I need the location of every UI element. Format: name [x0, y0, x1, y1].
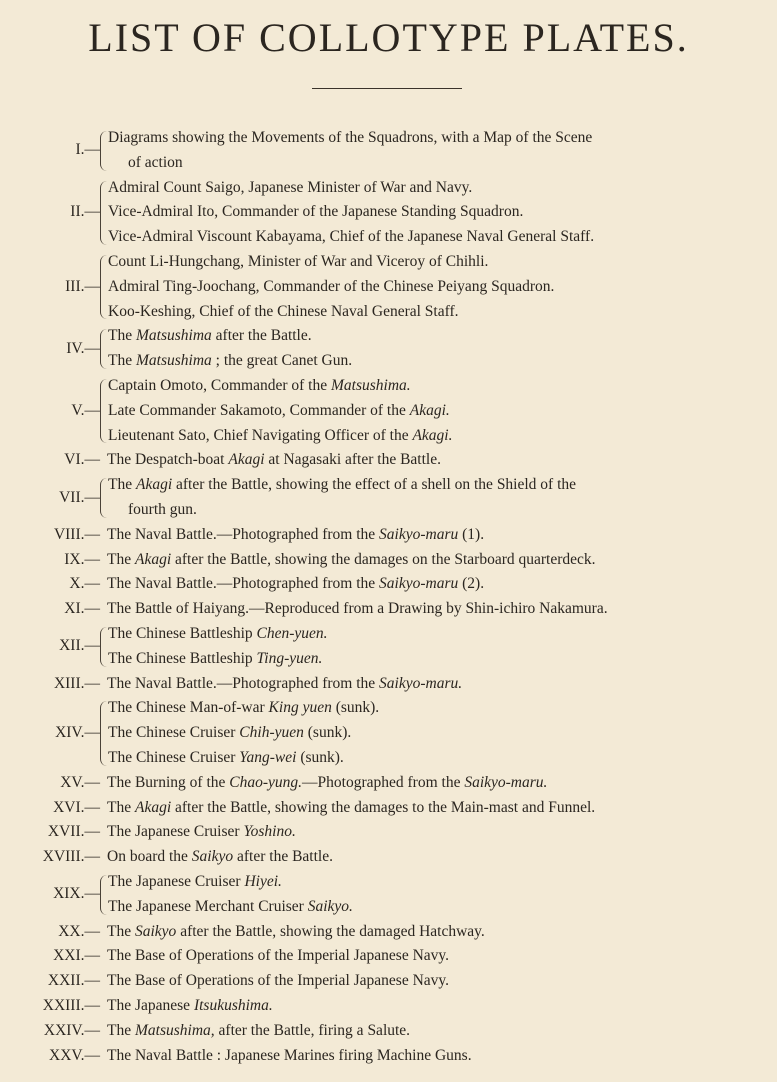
plate-number: VI.— [64, 451, 100, 469]
caption-text: after the Battle, showing the damages to the Main-mast and Funnel. [171, 798, 596, 816]
caption-text: after the Battle, showing the damaged Hatchway. [176, 922, 485, 940]
plate-entry [0, 820, 777, 845]
plate-entry [0, 448, 777, 473]
title-rule [312, 88, 462, 89]
caption-text: Diagrams showing the Movements of the Squadrons, with a Map of the Scene [108, 129, 593, 146]
plate-caption-line [107, 672, 462, 697]
plate-number: XV.— [60, 773, 100, 791]
ship-name-italic: Hiyei. [244, 873, 282, 890]
plate-entry [0, 548, 777, 573]
caption-text: The [107, 922, 135, 940]
plate-caption-line [107, 845, 333, 870]
caption-text: The Japanese Merchant Cruiser [108, 897, 308, 915]
caption-text: The Japanese Cruiser [107, 823, 244, 841]
plate-caption-line [108, 721, 351, 746]
plate-number: XII.— [59, 637, 100, 655]
ship-name-italic: Akagi. [409, 401, 450, 419]
plate-number: XXIII.— [42, 997, 100, 1014]
plate-caption-line [108, 870, 282, 895]
plate-caption-line [107, 597, 608, 622]
plate-caption-line [108, 200, 523, 225]
caption-text: ; the great Canet Gun. [211, 352, 353, 370]
brace-mark [100, 131, 108, 171]
caption-text: —Photographed from the [302, 773, 465, 791]
ship-name-italic: Saikyo-maru. [379, 674, 463, 692]
ship-name-italic: Yoshino. [243, 823, 296, 841]
plate-number: XIV.— [55, 724, 100, 742]
ship-name-italic: Chen-yuen. [256, 625, 328, 642]
plate-caption-line [107, 1019, 410, 1044]
caption-text: The Japanese [107, 997, 194, 1014]
plate-caption-line [107, 523, 484, 548]
caption-text: after the Battle. [233, 848, 333, 866]
caption-text: after the Battle, showing the damages on the Starboard quarterdeck. [171, 550, 596, 568]
plate-caption-line [107, 944, 449, 969]
plate-caption-line [108, 126, 592, 151]
caption-text: The [108, 476, 136, 494]
ship-name-italic: Yang-wei [239, 748, 297, 766]
plate-entry [0, 870, 777, 920]
plate-entry [0, 597, 777, 622]
plate-entry [0, 696, 777, 770]
ship-name-italic: Saikyo. [307, 897, 353, 915]
plate-caption-line [108, 324, 312, 349]
caption-text: The Chinese Cruiser [108, 724, 240, 742]
caption-text: The [108, 352, 136, 370]
caption-text: Lieutenant Sato, Chief Navigating Officer of the [108, 426, 413, 444]
plate-caption-line [108, 300, 459, 325]
plate-entry [0, 523, 777, 548]
ship-name-italic: Akagi [134, 798, 172, 816]
plate-caption-line [108, 424, 452, 449]
plate-caption-line [108, 399, 450, 424]
plate-number: VII.— [59, 488, 100, 506]
plate-caption-line [128, 498, 197, 523]
ship-name-italic: Akagi [134, 550, 172, 568]
plate-entry [0, 374, 777, 448]
caption-text: The Japanese Cruiser [108, 873, 245, 890]
caption-text: The Despatch-boat [107, 451, 229, 469]
plate-caption-line [108, 746, 344, 771]
caption-text: The [108, 327, 136, 345]
plate-entry [0, 771, 777, 796]
plate-caption-line [108, 473, 576, 498]
plate-entry [0, 250, 777, 324]
caption-text: after the Battle. [211, 327, 312, 345]
ship-name-italic: Matsushima [135, 327, 212, 345]
caption-text: The [107, 550, 135, 568]
plate-caption-line [107, 920, 485, 945]
brace-mark [100, 329, 108, 369]
brace-mark [100, 875, 108, 915]
plate-number: II.— [70, 203, 100, 221]
plate-caption-line [107, 771, 547, 796]
caption-text: The [107, 1021, 135, 1039]
caption-text: The Chinese Cruiser [108, 748, 240, 766]
caption-text: after the Battle, showing the effect of a shell on the Shield of the [172, 476, 577, 494]
plate-caption-line [128, 151, 183, 176]
plate-number: XIII.— [53, 674, 100, 692]
plate-number: XXV.— [49, 1046, 100, 1064]
caption-text: The Burning of the [107, 773, 230, 791]
plate-entry [0, 944, 777, 969]
plate-number: V.— [71, 401, 100, 419]
plate-number: IX.— [64, 550, 100, 568]
ship-name-italic: Saikyo-maru. [464, 773, 548, 791]
caption-text: after the Battle, firing a Salute. [214, 1021, 411, 1039]
plate-number: XX.— [58, 922, 100, 940]
ship-name-italic: Akagi [228, 451, 265, 469]
ship-name-italic: King yuen [268, 699, 332, 717]
caption-text: The Base of Operations of the Imperial Japanese Navy. [107, 972, 450, 990]
plate-caption-line [107, 994, 273, 1019]
plate-entry [0, 126, 777, 176]
plate-entry [0, 672, 777, 697]
plate-caption-line [107, 1044, 472, 1069]
caption-text: (1). [458, 525, 485, 543]
plate-caption-line [107, 796, 595, 821]
plate-caption-line [107, 448, 441, 473]
plate-caption-line [108, 225, 594, 250]
plate-entry [0, 324, 777, 374]
brace-mark [100, 627, 108, 667]
caption-text: The Naval Battle.—Photographed from the [107, 575, 380, 593]
brace-mark [100, 379, 108, 443]
plate-number: IV.— [66, 339, 100, 357]
ship-name-italic: Matsushima [135, 352, 212, 370]
plate-entry [0, 920, 777, 945]
plate-caption-line [108, 895, 353, 920]
caption-text: On board the [107, 848, 192, 866]
plate-number: VIII.— [53, 525, 100, 543]
ship-name-italic: Saikyo-maru [379, 525, 459, 543]
ship-name-italic: Itsukushima. [193, 997, 273, 1014]
brace-mark [100, 181, 108, 245]
caption-text: (sunk). [331, 699, 380, 717]
ship-name-italic: Ting-yuen. [256, 649, 323, 667]
caption-text: (sunk). [296, 748, 344, 766]
plate-caption-line [107, 820, 296, 845]
caption-text: The Naval Battle : Japanese Marines firing Machine Guns. [107, 1046, 472, 1064]
ship-name-italic: Matsushima. [331, 377, 411, 394]
plate-caption-line [108, 176, 472, 201]
caption-text: The Naval Battle.—Photographed from the [107, 525, 380, 543]
plate-caption-line [108, 374, 411, 399]
plate-caption-line [107, 548, 596, 573]
plate-entry [0, 969, 777, 994]
plate-number: XVII.— [47, 823, 100, 841]
plate-entry [0, 1019, 777, 1044]
caption-text: at Nagasaki after the Battle. [264, 451, 441, 469]
ship-name-italic: Saikyo-maru [379, 575, 459, 593]
plate-entry [0, 994, 777, 1019]
page-title: LIST OF COLLOTYPE PLATES. [88, 15, 689, 60]
plate-entry [0, 1044, 777, 1069]
plate-number: XVIII.— [42, 848, 100, 866]
ship-name-italic: Akagi [135, 476, 173, 494]
caption-text: Count Li-Hungchang, Minister of War and Viceroy of Chihli. [108, 253, 489, 270]
caption-text: (2). [458, 575, 485, 593]
caption-text: The Battle of Haiyang.—Reproduced from a Drawing by Shin-ichiro Nakamura. [107, 600, 608, 618]
caption-text: Captain Omoto, Commander of the [108, 377, 331, 394]
ship-name-italic: Matsushima, [134, 1021, 215, 1039]
caption-text: The Chinese Battleship [108, 649, 257, 667]
caption-text: The Chinese Battleship [108, 625, 257, 642]
caption-text: of action [128, 153, 183, 171]
plate-entry [0, 176, 777, 250]
plate-caption-line [108, 647, 322, 672]
brace-mark [100, 701, 108, 765]
ship-name-italic: Akagi. [412, 426, 453, 444]
caption-text: Admiral Ting-Joochang, Commander of the Chinese Peiyang Squadron. [108, 277, 555, 295]
caption-text: The Naval Battle.—Photographed from the [107, 674, 380, 692]
plate-caption-line [107, 969, 449, 994]
plate-entry [0, 622, 777, 672]
plate-entry [0, 845, 777, 870]
caption-text: The [107, 798, 135, 816]
brace-mark [100, 478, 108, 518]
plate-number: XXIV.— [43, 1021, 100, 1039]
plate-number: X.— [69, 575, 100, 593]
plate-entry [0, 796, 777, 821]
caption-text: Vice-Admiral Ito, Commander of the Japanese Standing Squadron. [108, 203, 524, 221]
plate-number: XVI.— [53, 798, 100, 816]
plate-number: XI.— [64, 600, 100, 618]
caption-text: Koo-Keshing, Chief of the Chinese Naval General Staff. [108, 302, 459, 320]
ship-name-italic: Saikyo [191, 848, 234, 866]
plate-caption-line [108, 622, 328, 647]
plate-caption-line [108, 250, 488, 275]
plate-number: III.— [65, 277, 100, 295]
plate-number: I.— [75, 141, 100, 159]
plate-number: XIX.— [53, 885, 100, 903]
caption-text: Late Commander Sakamoto, Commander of the [108, 401, 410, 419]
caption-text: fourth gun. [128, 500, 197, 518]
plate-caption-line [108, 275, 554, 300]
plate-caption-line [108, 349, 352, 374]
plate-number: XXII.— [47, 972, 100, 990]
caption-text: Vice-Admiral Viscount Kabayama, Chief of the Japanese Naval General Staff. [108, 228, 595, 246]
plate-caption-line [107, 572, 484, 597]
plate-entry [0, 572, 777, 597]
ship-name-italic: Chao-yung. [229, 773, 303, 791]
caption-text: The Chinese Man-of-war [108, 699, 269, 717]
caption-text: The Base of Operations of the Imperial Japanese Navy. [107, 947, 450, 965]
caption-text: (sunk). [303, 724, 352, 742]
plate-entry [0, 473, 777, 523]
ship-name-italic: Saikyo [134, 922, 177, 940]
ship-name-italic: Chih-yuen [239, 724, 304, 742]
plate-number: XXI.— [53, 947, 100, 965]
brace-mark [100, 255, 108, 319]
plate-caption-line [108, 696, 379, 721]
caption-text: Admiral Count Saigo, Japanese Minister of War and Navy. [108, 178, 473, 196]
